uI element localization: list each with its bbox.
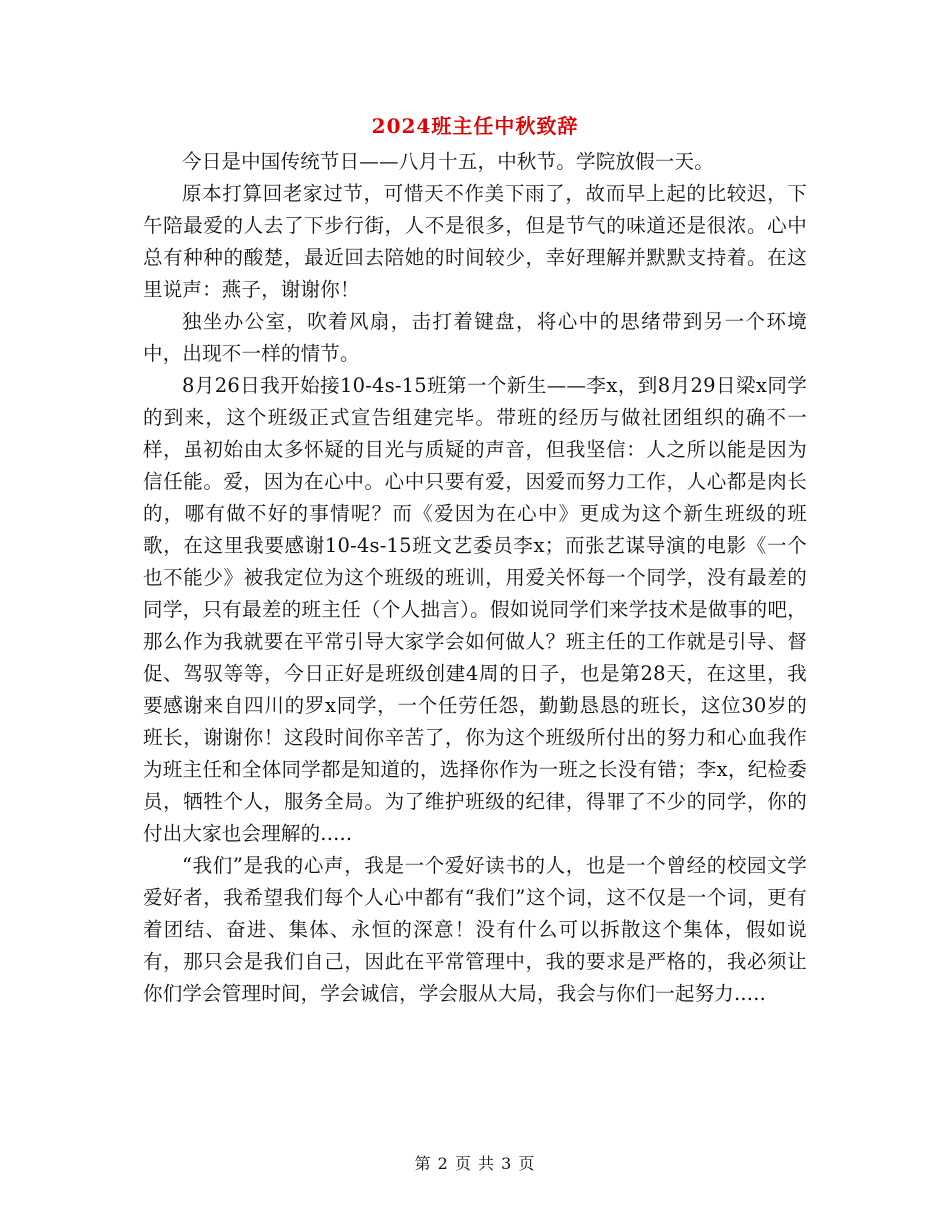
document-body xyxy=(143,146,807,1010)
document-title: 2024班主任中秋致辞 xyxy=(371,114,579,138)
paragraph-4: 8月26日我开始接10-4s-15班第一个新生——李x，到8月29日梁x同学的到来，这个班级正式宣告组建完毕。带班的经历与做社团组织的确不一样，虽初始由太多怀疑的目光与质疑的声音，但我坚信：人之所以能是因为信任能。爱，因为在心中。心中只要有爱，因爱而努力工作，人心都是肉长的，哪有做不好的事情呢？而《爱因为在心中》更成为这个新生班级的班歌，在这里我要感谢10-4s-15班文艺委员李x；而张艺谋导演的电影《一个也不能少》被我定位为这个班级的班训，用爱关怀每一个同学，没有最差的同学，只有最差的班主任（个人拙言）。假如说同学们来学技术是做事的吧，那么作为我就要在平常引导大家学会如何做人？班主任的工作就是引导、督促、驾驭等等，今日正好是班级创建4周的日子，也是第28天，在这里，我要感谢来自四川的罗x同学，一个任劳任怨，勤勤恳恳的班长，这位30岁的班长，谢谢你！这段时间你辛苦了，你为这个班级所付出的努力和心血我作为班主任和全体同学都是知道的，选择你作为一班之长没有错；李x，纪检委员，牺牲个人，服务全局。为了维护班级的纪律，得罪了不少的同学，你的付出大家也会理解的..... xyxy=(143,374,807,845)
paragraph-5: “我们”是我的心声，我是一个爱好读书的人，也是一个曾经的校园文学爱好者，我希望我们每个人心中都有“我们”这个词，这不仅是一个词，更有着团结、奋进、集体、永恒的深意！没有什么可以拆散这个集体，假如说有，那只会是我们自己，因此在平常管理中，我的要求是严格的，我必须让你们学会管理时间，学会诚信，学会服从大局，我会与你们一起努力..... xyxy=(143,854,807,1005)
paragraph-1: 今日是中国传统节日——八月十五，中秋节。学院放假一天。 xyxy=(182,150,714,173)
paragraph-2: 原本打算回老家过节，可惜天不作美下雨了，故而早上起的比较迟，下午陪最爱的人去了下步行街，人不是很多，但是节气的味道还是很浓。心中总有种种的酸楚，最近回去陪她的时间较少，幸好理解并默默支持着。在这里说声：燕子，谢谢你！ xyxy=(143,182,807,301)
paragraph-3: 独坐办公室，吹着风扇，击打着键盘，将心中的思绪带到另一个环境中，出现不一样的情节。 xyxy=(143,310,807,365)
page-number-footer: 第 2 页 共 3 页 xyxy=(414,1154,536,1173)
